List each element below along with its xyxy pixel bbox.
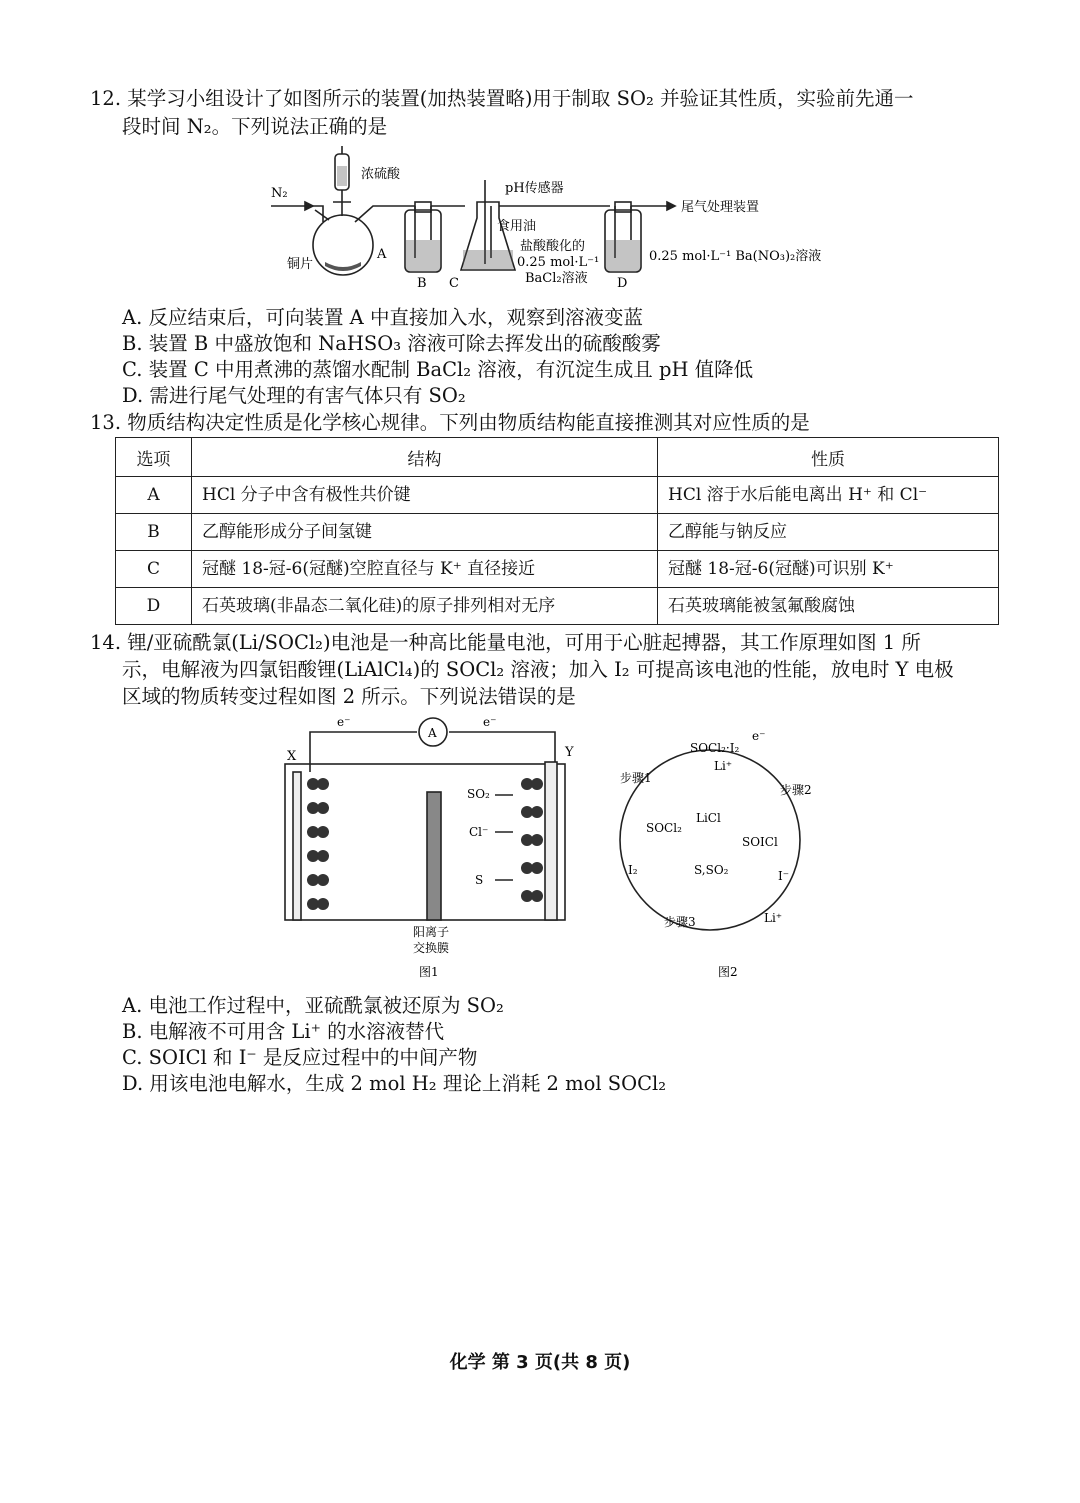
q14-option-a: A. 电池工作过程中，亚硫酰氯被还原为 SO₂ bbox=[122, 994, 504, 1017]
q13-stem: 13. 物质结构决定性质是化学核心规律。下列由物质结构能直接推测其对应性质的是 bbox=[90, 411, 810, 434]
header-property: 性质 bbox=[658, 438, 999, 477]
q12-option-c: C. 装置 C 中用煮沸的蒸馏水配制 BaCl₂ 溶液，有沉淀生成且 pH 值降低 bbox=[122, 358, 754, 381]
cell-structure: HCl 分子中含有极性共价键 bbox=[192, 477, 658, 514]
label-tail-gas: 尾气处理装置 bbox=[681, 200, 760, 215]
so2-label: SO₂ bbox=[467, 787, 490, 801]
cell-structure: 乙醇能形成分子间氢键 bbox=[192, 514, 658, 551]
q12-option-b: B. 装置 B 中盛放饱和 NaHSO₃ 溶液可除去挥发出的硫酸酸雾 bbox=[122, 332, 661, 355]
label-c-line3: BaCl₂溶液 bbox=[525, 271, 588, 286]
q14-option-c: C. SOICl 和 I⁻ 是反应过程中的中间产物 bbox=[122, 1046, 478, 1069]
cell-property: 石英玻璃能被氢氟酸腐蚀 bbox=[658, 588, 999, 625]
q13-table bbox=[115, 437, 999, 625]
electron-label: e⁻ bbox=[752, 729, 766, 743]
fig2-caption: 图2 bbox=[718, 965, 738, 979]
cell-option: B bbox=[116, 514, 192, 551]
label-c-line2: 0.25 mol·L⁻¹ bbox=[517, 255, 600, 270]
cell-option: C bbox=[116, 551, 192, 588]
fig1-caption: 图1 bbox=[419, 965, 439, 979]
q14-stem-line2: 示，电解液为四氯铝酸锂(LiAlCl₄)的 SOCl₂ 溶液；加入 I₂ 可提高该电池的性能，放电时 Y 电极 bbox=[122, 658, 954, 681]
q12-apparatus-figure bbox=[265, 140, 825, 292]
table-row bbox=[116, 588, 999, 625]
step2-label: 步骤2 bbox=[780, 783, 812, 797]
q14-option-d: D. 用该电池电解水，生成 2 mol H₂ 理论上消耗 2 mol SOCl₂ bbox=[122, 1072, 667, 1095]
label-conc-sulfuric-acid: 浓硫酸 bbox=[361, 167, 401, 182]
membrane-label-2: 交换膜 bbox=[413, 941, 450, 955]
header-structure: 结构 bbox=[192, 438, 658, 477]
licl-label: LiCl bbox=[696, 811, 721, 825]
q14-battery-figure bbox=[265, 712, 595, 984]
q12-stem-line2: 段时间 N₂。下列说法正确的是 bbox=[122, 115, 388, 138]
cell-option: A bbox=[116, 477, 192, 514]
membrane-label-1: 阳离子 bbox=[413, 925, 450, 939]
label-B: B bbox=[417, 276, 427, 291]
cell-property: HCl 溶于水后能电离出 H⁺ 和 Cl⁻ bbox=[658, 477, 999, 514]
cell-property: 冠醚 18-冠-6(冠醚)可识别 K⁺ bbox=[658, 551, 999, 588]
li-ion-bottom-label: Li⁺ bbox=[764, 911, 783, 925]
cell-property: 乙醇能与钠反应 bbox=[658, 514, 999, 551]
q12-option-a: A. 反应结束后，可向装置 A 中直接加入水，观察到溶液变蓝 bbox=[122, 306, 643, 329]
q14-stem-line1: 14. 锂/亚硫酰氯(Li/SOCl₂)电池是一种高比能量电池，可用于心脏起搏器，其工作原理如图 1 所 bbox=[90, 631, 921, 654]
label-d-solution: 0.25 mol·L⁻¹ Ba(NO₃)₂溶液 bbox=[649, 249, 822, 264]
step3-label: 步骤3 bbox=[664, 915, 696, 929]
q14-cycle-figure bbox=[610, 722, 820, 984]
socl2-label: SOCl₂ bbox=[646, 821, 682, 835]
s-so2-label: S,SO₂ bbox=[694, 863, 729, 877]
page-footer: 化学 第 3 页(共 8 页) bbox=[449, 1352, 631, 1373]
chloride-label: Cl⁻ bbox=[469, 825, 489, 839]
step1-label: 步骤1 bbox=[620, 771, 652, 785]
label-c-line1: 盐酸酸化的 bbox=[520, 239, 586, 254]
label-D: D bbox=[617, 276, 628, 291]
q12-option-d: D. 需进行尾气处理的有害气体只有 SO₂ bbox=[122, 384, 466, 407]
table-header-row bbox=[116, 438, 999, 477]
cell-option: D bbox=[116, 588, 192, 625]
label-C: C bbox=[449, 276, 459, 291]
electron-label-right: e⁻ bbox=[483, 715, 497, 729]
q14-stem-line3: 区域的物质转变过程如图 2 所示。下列说法错误的是 bbox=[122, 685, 576, 708]
i2-label: I₂ bbox=[628, 863, 638, 877]
table-row bbox=[116, 514, 999, 551]
table-row bbox=[116, 551, 999, 588]
label-n2: N₂ bbox=[271, 186, 288, 201]
socl2-i2-label: SOCl₂·I₂ bbox=[690, 741, 740, 755]
cell-structure: 石英玻璃(非晶态二氧化硅)的原子排列相对无序 bbox=[192, 588, 658, 625]
soicl-label: SOICl bbox=[742, 835, 778, 849]
header-option: 选项 bbox=[116, 438, 192, 477]
table-row bbox=[116, 477, 999, 514]
iodide-label: I⁻ bbox=[778, 869, 790, 883]
label-copper: 铜片 bbox=[287, 257, 314, 272]
ammeter-icon: A bbox=[428, 726, 437, 740]
sulfur-label: S bbox=[475, 873, 484, 887]
label-A: A bbox=[377, 247, 387, 262]
label-ph-sensor: pH传感器 bbox=[505, 181, 564, 196]
q14-option-b: B. 电解液不可用含 Li⁺ 的水溶液替代 bbox=[122, 1020, 445, 1043]
label-oil: 食用油 bbox=[497, 219, 537, 234]
electron-label-left: e⁻ bbox=[337, 715, 351, 729]
electrode-x-label: X bbox=[287, 749, 297, 764]
cell-structure: 冠醚 18-冠-6(冠醚)空腔直径与 K⁺ 直径接近 bbox=[192, 551, 658, 588]
electrode-y-label: Y bbox=[565, 745, 574, 760]
q12-stem-line1: 12. 某学习小组设计了如图所示的装置(加热装置略)用于制取 SO₂ 并验证其性质，实验前先通一 bbox=[90, 87, 914, 110]
li-ion-top-label: Li⁺ bbox=[714, 759, 733, 773]
